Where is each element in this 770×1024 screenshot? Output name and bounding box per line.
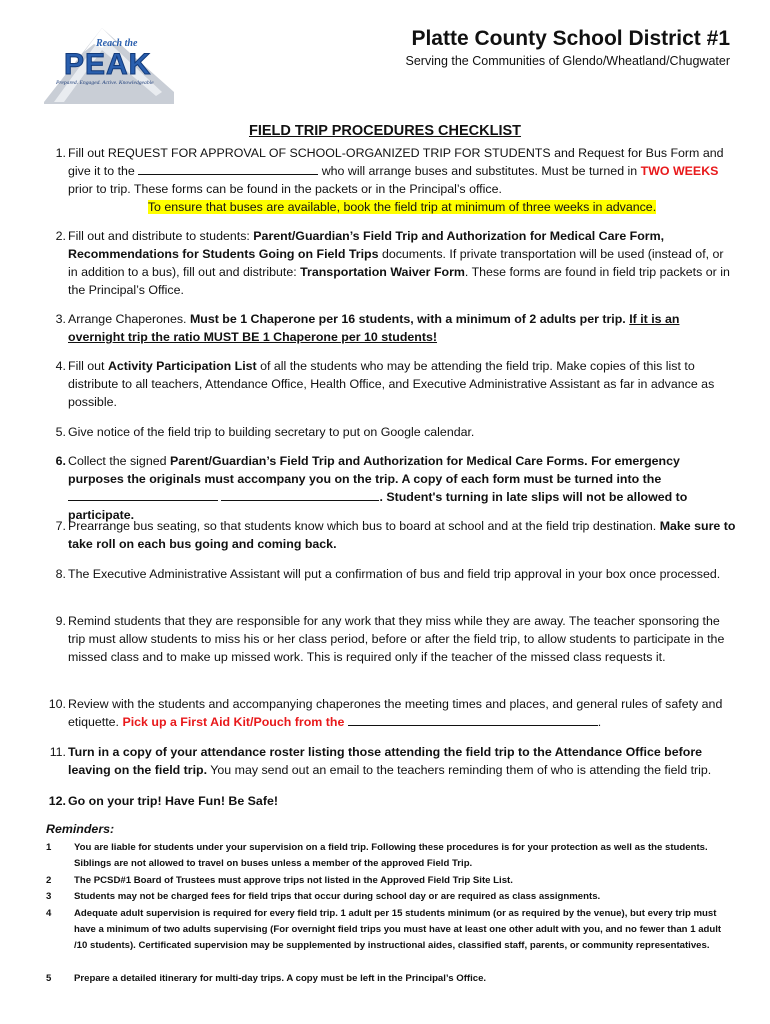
step-bold-text: Make sure to take roll on each bus going and coming back. (68, 519, 736, 551)
step-1 (55, 144, 736, 216)
step-6 (55, 452, 736, 524)
logo-tagline: Prepared. Engaged. Active. Knowledgeable (56, 80, 154, 86)
step-bold-text: Activity Participation List (107, 359, 257, 373)
step-text: Fill out and distribute to students: (68, 229, 250, 243)
step-number: 5. (55, 425, 66, 439)
step-bold-text: . Student's turning in late slips will not be allowed to participate. (68, 490, 688, 522)
step-10 (48, 695, 736, 731)
step-number: 8. (55, 567, 66, 581)
logo-top-text: Reach the (96, 38, 138, 49)
fill-in-blank[interactable] (348, 713, 598, 726)
step-text: who will arrange buses and substitutes. Must be turned in (321, 164, 638, 178)
step-number: 10. (48, 697, 66, 711)
step-bold-text: Parent/Guardian’s Field Trip and Authorization for Medical Care Form, Recommendations for Students Going on Field Trips (68, 229, 665, 261)
step-text: . (597, 715, 602, 729)
reminder-text: Adequate adult supervision is required for every field trip. 1 adult per 15 students minimum (or as required by the venue), but every trip must have a minimum of two adults supervising (For overnight field trips you must have at least one other adult with you, and no fewer than 1 adult /10 students). Certificated supervision may be supplemented by instructional aides, classified staff, parents, or community representatives. (74, 908, 722, 951)
document-title: FIELD TRIP PROCEDURES CHECKLIST (248, 123, 522, 139)
logo-main-text: PEAK (64, 48, 152, 81)
step-text: Collect the signed (68, 454, 167, 468)
reminder-number: 4 (46, 908, 52, 919)
step-bold-text: Parent/Guardian’s Field Trip and Authorization for Medical Care Forms. For emergency purposes the originals must accompany you on the trip. A copy of each form must be turned into the (68, 454, 680, 486)
step-number: 3. (55, 312, 66, 326)
reminders-title: Reminders: (46, 822, 115, 836)
reminder-text: Prepare a detailed itinerary for multi-day trips. A copy must be left in the Principal’s Office. (74, 973, 487, 984)
step-2 (55, 227, 736, 299)
step-text: Fill out (68, 359, 105, 373)
step-4 (55, 357, 736, 411)
step-text: Arrange Chaperones. (68, 312, 187, 326)
district-logo (44, 22, 174, 104)
highlight-line (68, 198, 736, 216)
step-number: 11. (49, 745, 66, 759)
step-bold-text: Go on your trip! Have Fun! Be Safe! (68, 794, 278, 808)
step-bold-text: Turn in a copy of your attendance roster listing those attending the field trip to the Attendance Office before leaving on the field trip. (68, 745, 703, 777)
step-text: You may send out an email to the teachers reminding them of who is attending the field trip. (210, 763, 712, 777)
reminder-text: The PCSD#1 Board of Trustees must approve trips not listed in the Approved Field Trip Site List. (74, 875, 513, 886)
step-3 (55, 310, 736, 346)
step-text: Prearrange bus seating, so that students know which bus to board at school and at the field trip destination. (68, 519, 657, 533)
step-number: 9. (55, 614, 66, 628)
step-text: Remind students that they are responsible for any work that they miss while they are away. The teacher sponsoring the trip must allow students to miss his or her class period, before or after the field trip, to allow students to participate in the missed class and to make up missed work. This is required only if the teacher of the missed class requests it. (68, 614, 725, 664)
reminder-item (46, 971, 734, 987)
reminder-number: 2 (46, 875, 52, 886)
highlighted-text: To ensure that buses are available, book the field trip at minimum of three weeks in advance. (147, 200, 657, 214)
step-bold-text: Must be 1 Chaperone per 16 students, with a minimum of 2 adults per trip. (189, 312, 626, 326)
district-title: Platte County School District #1 (411, 27, 730, 50)
step-8 (55, 565, 736, 583)
reminder-item (46, 840, 734, 872)
step-text: Fill out REQUEST FOR APPROVAL OF SCHOOL-ORGANIZED TRIP FOR STUDENTS and Request for Bus Form and give it to the (68, 146, 724, 178)
step-bold-text: Transportation Waiver Form (300, 265, 465, 279)
peak-logo-graphic (44, 22, 174, 104)
step-text: Review with the students and accompanying chaperones the meeting times and places, and general rules of safety and etiquette. (68, 697, 723, 729)
step-5 (55, 423, 736, 441)
reminder-number: 5 (46, 973, 52, 984)
fill-in-blank[interactable] (68, 488, 218, 501)
reminder-item (46, 873, 734, 889)
step-text: prior to trip. These forms can be found in the packets or in the Principal’s office. (68, 182, 502, 196)
reminder-item (46, 906, 734, 954)
step-number: 2. (55, 229, 66, 243)
reminder-text: Students may not be charged fees for field trips that occur during school day or are required as class assignments. (74, 891, 601, 902)
reminder-item (46, 889, 734, 905)
step-text: Give notice of the field trip to building secretary to put on Google calendar. (68, 425, 475, 439)
step-9 (55, 612, 736, 666)
step-underlined-text: If it is an overnight trip the ratio MUST BE 1 Chaperone per 10 students! (68, 312, 680, 344)
step-number: 12. (48, 794, 66, 808)
step-number: 1. (55, 146, 66, 160)
step-11 (49, 743, 736, 779)
reminder-number: 1 (46, 842, 52, 853)
step-text: of all the students who may be attending the field trip. Make copies of this list to distribute to all teachers, Attendance Office, Health Office, and Executive Administrative Assistant as far in advance as possible. (68, 359, 715, 409)
step-number: 6. (55, 454, 66, 468)
step-number: 4. (55, 359, 66, 373)
step-emphasis-red: TWO WEEKS (640, 164, 719, 178)
step-text: documents. If private transportation will be used (instead of, or in addition to a bus), fill out and distribute: (68, 247, 724, 279)
reminder-text: You are liable for students under your supervision on a field trip. Following these procedures is for your protection as well as the students. Siblings are not allowed to travel on buses unless a member of the approved Field Trip. (74, 842, 708, 869)
fill-in-blank[interactable] (138, 162, 318, 175)
fill-in-blank[interactable] (221, 488, 379, 501)
step-12 (48, 792, 736, 810)
reminder-number: 3 (46, 891, 52, 902)
step-text: The Executive Administrative Assistant will put a confirmation of bus and field trip approval in your box once processed. (68, 567, 721, 581)
step-emphasis-red: Pick up a First Aid Kit/Pouch from the (122, 715, 345, 729)
step-text: . These forms are found in field trip packets or in the Principal’s Office. (68, 265, 730, 297)
district-subtitle: Serving the Communities of Glendo/Wheatland/Chugwater (405, 54, 730, 68)
step-7 (55, 517, 736, 553)
step-number: 7. (55, 519, 66, 533)
